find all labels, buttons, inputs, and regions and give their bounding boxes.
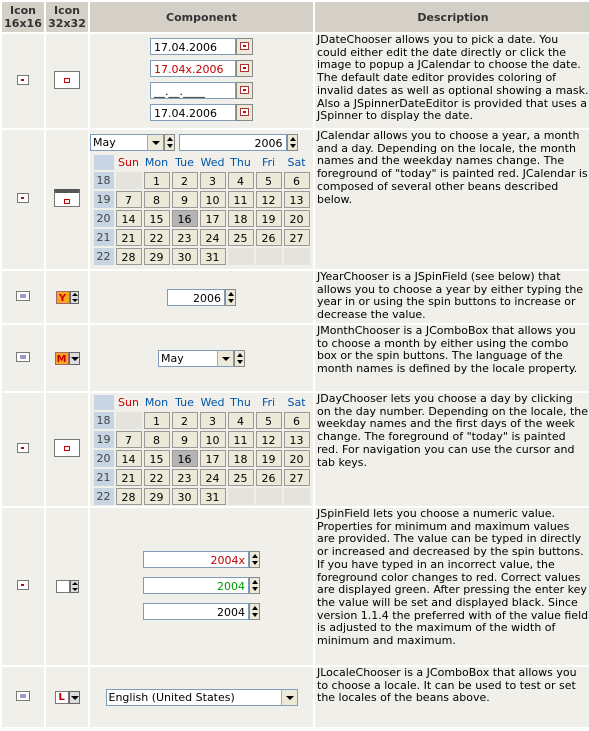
day-button[interactable]: 26 <box>256 469 282 486</box>
day-button[interactable]: 5 <box>256 412 282 429</box>
day-button[interactable]: 22 <box>144 229 170 246</box>
day-button[interactable]: 4 <box>228 412 254 429</box>
year-chooser-icon-16 <box>16 291 30 301</box>
month-chooser-icon-16 <box>16 352 30 362</box>
day-button[interactable]: 3 <box>200 412 226 429</box>
day-button[interactable]: 17 <box>200 210 226 227</box>
spin-field-3-spin[interactable] <box>249 603 260 620</box>
calendar-icon-16 <box>17 193 29 203</box>
year-chooser-spin[interactable] <box>225 289 236 306</box>
month-chooser-spin[interactable] <box>234 350 245 367</box>
day-button[interactable]: 23 <box>172 229 198 246</box>
day-button[interactable]: 5 <box>256 172 282 189</box>
month-icon-letter: M <box>55 352 69 365</box>
day-button[interactable]: 26 <box>256 229 282 246</box>
date-chooser-icon-16 <box>17 75 29 85</box>
day-button[interactable]: 11 <box>228 191 254 208</box>
day-button[interactable]: 27 <box>284 229 310 246</box>
header-component: Component <box>90 2 313 32</box>
year-icon-letter: Y <box>56 291 70 304</box>
day-button[interactable]: 21 <box>116 469 142 486</box>
chevron-down-icon <box>69 691 80 704</box>
weekday-header: Tue <box>175 156 194 169</box>
week-number: 19 <box>94 191 114 208</box>
week-column-header <box>94 395 114 410</box>
calendar-icon <box>240 42 249 50</box>
day-button[interactable]: 2 <box>172 412 198 429</box>
calendar-button-3[interactable] <box>236 82 253 99</box>
day-button[interactable]: 20 <box>284 210 310 227</box>
row-calendar <box>2 130 589 269</box>
day-button[interactable]: 13 <box>284 431 310 448</box>
calendar-icon-32 <box>54 189 80 207</box>
month-chooser-combo[interactable] <box>158 350 234 367</box>
empty-day-cell <box>116 412 142 429</box>
calendar-icon <box>240 64 249 72</box>
row-spin-field <box>2 508 589 665</box>
day-button[interactable]: 30 <box>172 488 198 505</box>
date-chooser-demo <box>90 34 313 128</box>
day-chooser-description: JDayChooser lets you choose a day by clicking on the day number. Depending on the locale, the weekday names and the first days of the week change. The foreground of "today" is painted red. For navigation you can use the cursor and tab keys. <box>315 393 589 506</box>
weekday-header: Mon <box>144 156 169 169</box>
day-button[interactable]: 21 <box>116 229 142 246</box>
spin-field-1[interactable]: 2004x <box>143 551 249 568</box>
date-field-4[interactable]: 17.04.2006 <box>150 104 236 121</box>
date-chooser-1 <box>90 38 313 58</box>
day-button[interactable]: 27 <box>284 469 310 486</box>
locale-chooser-icon-32 <box>55 690 80 704</box>
row-date-chooser <box>2 34 589 128</box>
spin-icon <box>70 580 79 593</box>
year-chooser-field[interactable]: 2006 <box>167 289 225 306</box>
weekday-header: Sat <box>287 395 306 409</box>
spin-field-3[interactable]: 2004 <box>143 603 249 620</box>
day-button[interactable]: 25 <box>228 229 254 246</box>
day-button[interactable]: 19 <box>256 210 282 227</box>
day-button[interactable]: 17 <box>200 450 226 467</box>
weekday-header: Wed <box>200 156 225 169</box>
day-button[interactable]: 31 <box>200 488 226 505</box>
locale-chooser-combo[interactable] <box>106 689 298 706</box>
day-button[interactable]: 28 <box>116 488 142 505</box>
day-button[interactable]: 12 <box>256 191 282 208</box>
header-description: Description <box>315 2 589 32</box>
row-month-chooser <box>2 325 589 391</box>
empty-day-cell <box>256 248 282 265</box>
day-button[interactable]: 10 <box>200 191 226 208</box>
date-chooser-description: JDateChooser allows you to pick a date. You could either edit the date directly or click the image to popup a JCalendar to choose the date. The default date editor provides coloring of invalid dates as well as optional showing a mask. Also a JSpinnerDateEditor is provided that uses a JSpinner to display the date. <box>315 34 589 128</box>
spin-field-demo <box>90 508 313 665</box>
year-chooser-icon-32 <box>56 290 79 304</box>
day-button[interactable]: 9 <box>172 191 198 208</box>
week-number: 20 <box>94 210 114 227</box>
day-button[interactable]: 29 <box>144 248 170 265</box>
empty-day-cell <box>228 488 254 505</box>
day-button[interactable]: 24 <box>200 469 226 486</box>
date-field-3[interactable]: __.__.____ <box>150 82 236 99</box>
day-button[interactable]: 14 <box>116 450 142 467</box>
calendar-month-spin[interactable] <box>164 134 175 151</box>
day-button[interactable]: 31 <box>200 248 226 265</box>
empty-day-cell <box>284 488 310 505</box>
header-icon32: Icon 32x32 <box>46 2 88 32</box>
day-button[interactable]: 10 <box>200 431 226 448</box>
calendar-year-field[interactable]: 2006 <box>179 134 287 151</box>
day-button[interactable]: 30 <box>172 248 198 265</box>
day-button[interactable]: 11 <box>228 431 254 448</box>
day-button[interactable]: 16 <box>172 210 198 227</box>
day-button[interactable]: 13 <box>284 191 310 208</box>
day-button[interactable]: 22 <box>144 469 170 486</box>
row-year-chooser <box>2 271 589 323</box>
date-field-2[interactable]: 17.04x.2006 <box>150 60 236 77</box>
day-button[interactable]: 14 <box>116 210 142 227</box>
date-field-1[interactable]: 17.04.2006 <box>150 38 236 55</box>
empty-day-cell <box>116 172 142 189</box>
week-number: 18 <box>94 172 114 189</box>
row-day-chooser <box>2 393 589 506</box>
weekday-header: Wed <box>200 395 225 409</box>
spin-field-1-spin[interactable] <box>249 551 260 568</box>
day-button[interactable]: 28 <box>116 248 142 265</box>
day-button[interactable]: 20 <box>284 450 310 467</box>
chevron-down-icon <box>217 351 233 366</box>
month-chooser-description: JMonthChooser is a JComboBox that allows you to choose a month by either using the combo box or the spin buttons. The language of the month names is defined by the locale property. <box>315 325 589 391</box>
day-button[interactable]: 7 <box>116 431 142 448</box>
calendar-demo <box>90 130 313 269</box>
spin-icon <box>70 291 79 304</box>
weekday-header: Thu <box>230 395 251 409</box>
chevron-down-icon <box>69 352 80 365</box>
day-button[interactable]: 8 <box>144 191 170 208</box>
week-number: 20 <box>94 450 114 467</box>
locale-chooser-value: English (United States) <box>108 690 235 704</box>
date-chooser-icon-32 <box>54 71 80 89</box>
date-chooser-4 <box>90 104 313 124</box>
week-number: 18 <box>94 412 114 429</box>
spin-field-description: JSpinField lets you choose a numeric value. Properties for minimum and maximum values are provided. The value can be typed in directly or increased and decreased by the spin buttons. If you have typed in an incorrect value, the foreground color changes to red. Correct values are displayed green. After pressing the enter key the value will be set and displayed black. Since version 1.1.4 the preferred with of the value field is adjusted to the maximum of the width of minimum and maximum. <box>315 508 589 665</box>
year-chooser-description: JYearChooser is a JSpinField (see below) that allows you to choose a year by either typing the year in or using the spin buttons to increase or decrease the value. <box>315 271 589 323</box>
calendar-month-value: May <box>93 136 116 149</box>
weekday-header: Sat <box>287 156 306 169</box>
calendar-button-1[interactable] <box>236 38 253 55</box>
day-button[interactable]: 1 <box>144 412 170 429</box>
locale-chooser-description: JLocaleChooser is a JComboBox that allows you to choose a locale. It can be used to test or set the locales of the beans above. <box>315 667 589 727</box>
day-button[interactable]: 15 <box>144 450 170 467</box>
header-icon16: Icon 16x16 <box>2 2 44 32</box>
week-number: 22 <box>94 248 114 265</box>
spin-field-icon-32 <box>56 580 79 594</box>
day-button[interactable]: 12 <box>256 431 282 448</box>
day-button[interactable]: 3 <box>200 172 226 189</box>
week-number: 21 <box>94 229 114 246</box>
weekday-header: Fri <box>261 156 276 169</box>
locale-icon-letter: L <box>55 691 69 704</box>
week-number: 19 <box>94 431 114 448</box>
day-chooser-icon-16 <box>17 443 29 453</box>
day-chooser-demo <box>90 393 313 506</box>
day-chooser-grid <box>94 395 310 505</box>
locale-chooser-icon-16 <box>16 691 30 701</box>
calendar-button-2[interactable] <box>236 60 253 77</box>
day-button[interactable]: 15 <box>144 210 170 227</box>
calendar-button-4[interactable] <box>236 104 253 121</box>
calendar-day-grid <box>94 155 310 265</box>
calendar-month-combo[interactable] <box>90 134 164 151</box>
weekday-header: Sun <box>118 156 139 169</box>
spin-field-2-spin[interactable] <box>249 577 260 594</box>
chevron-down-icon <box>281 690 297 705</box>
spin-field-icon-16 <box>17 580 29 590</box>
day-button[interactable]: 4 <box>228 172 254 189</box>
date-chooser-3 <box>90 82 313 102</box>
week-column-header <box>94 155 114 170</box>
week-number: 21 <box>94 469 114 486</box>
empty-day-cell <box>256 488 282 505</box>
day-button[interactable]: 23 <box>172 469 198 486</box>
weekday-header: Mon <box>144 395 169 409</box>
chevron-down-icon <box>147 135 163 150</box>
week-number: 22 <box>94 488 114 505</box>
day-button[interactable]: 19 <box>256 450 282 467</box>
empty-day-cell <box>284 248 310 265</box>
month-chooser-icon-32 <box>55 351 80 365</box>
row-locale-chooser <box>2 667 589 727</box>
weekday-header: Fri <box>261 395 276 409</box>
day-button[interactable]: 18 <box>228 450 254 467</box>
weekday-header: Tue <box>175 395 194 409</box>
day-button[interactable]: 8 <box>144 431 170 448</box>
calendar-icon <box>240 86 249 94</box>
calendar-description: JCalendar allows you to choose a year, a month and a day. Depending on the locale, the month names and the weekday names change. The foreground of "today" is painted red. JCalendar is composed of several other beans described below. <box>315 130 589 269</box>
empty-day-cell <box>228 248 254 265</box>
day-button[interactable]: 6 <box>284 172 310 189</box>
month-chooser-value: May <box>161 351 184 365</box>
day-button[interactable]: 7 <box>116 191 142 208</box>
spin-field-2[interactable]: 2004 <box>143 577 249 594</box>
day-button[interactable]: 9 <box>172 431 198 448</box>
weekday-header: Sun <box>118 395 139 409</box>
date-chooser-2 <box>90 60 313 80</box>
day-button[interactable]: 18 <box>228 210 254 227</box>
day-button[interactable]: 25 <box>228 469 254 486</box>
weekday-header: Thu <box>230 156 251 169</box>
day-button[interactable]: 29 <box>144 488 170 505</box>
day-button[interactable]: 1 <box>144 172 170 189</box>
header-row <box>2 2 589 32</box>
day-chooser-icon-32 <box>54 439 80 457</box>
day-button[interactable]: 6 <box>284 412 310 429</box>
calendar-icon <box>240 108 249 116</box>
day-button[interactable]: 16 <box>172 450 198 467</box>
day-button[interactable]: 2 <box>172 172 198 189</box>
calendar-year-spin[interactable] <box>287 134 298 151</box>
day-button[interactable]: 24 <box>200 229 226 246</box>
